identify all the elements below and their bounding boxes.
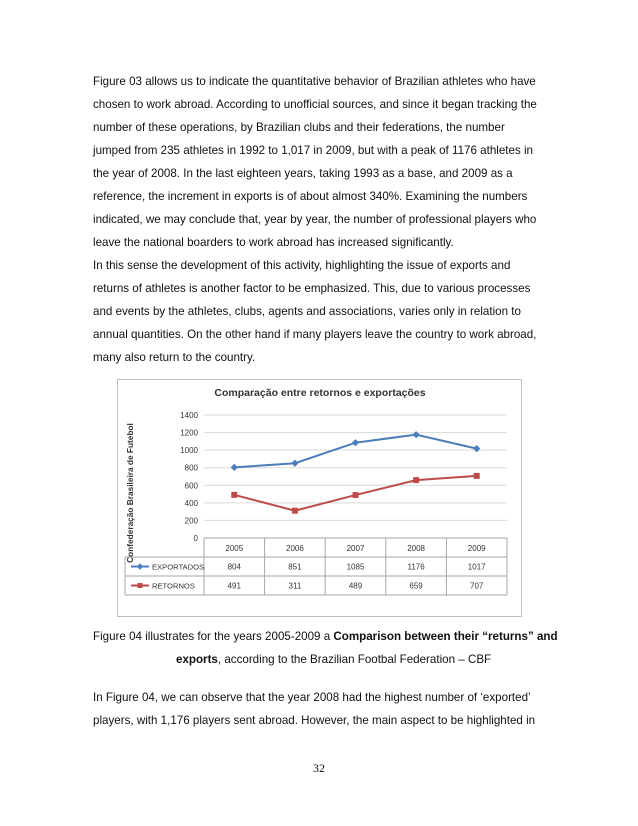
y-tick-label: 200 (184, 516, 198, 526)
data-label: 491 (227, 581, 241, 591)
paragraph-figure-03 (93, 70, 553, 254)
x-tick-label: 2009 (467, 544, 486, 553)
data-label: 489 (348, 581, 363, 591)
data-point (231, 492, 237, 498)
y-tick-label: 1400 (180, 411, 198, 420)
page-number: 32 (313, 761, 325, 775)
x-tick-label: 2006 (286, 544, 304, 553)
legend-marker (138, 583, 143, 588)
y-tick-label: 0 (193, 534, 198, 543)
text-line: chosen to work abroad. According to unofficial sources, and since it began tracking the (93, 98, 537, 111)
text-line: In Figure 04, we can observe that the year 2008 had the highest number of ‘exported’ (93, 691, 531, 704)
y-tick-label: 800 (184, 463, 198, 473)
text-line: and events by the athletes, clubs, agents and associations, varies only in relation to (93, 305, 521, 318)
caption-bold-title: Comparison between their “returns” and (333, 630, 558, 643)
y-tick-label: 600 (184, 481, 198, 491)
text-line: players, with 1,176 players sent abroad. However, the main aspect to be highlighted in (93, 714, 536, 727)
data-label: 851 (288, 562, 302, 572)
text-line: In this sense the development of this activity, highlighting the issue of exports and (93, 259, 511, 272)
x-tick-label: 2007 (346, 544, 365, 553)
text-line: number of these operations, by Brazilian clubs and their federations, the number (93, 121, 505, 134)
data-label: 804 (227, 562, 241, 572)
figure-04-chart (117, 379, 522, 617)
text-line: the year of 2008. In the last eighteen years, taking 1993 as a base, and 2009 as a (93, 167, 513, 180)
caption-text: Figure 04 illustrates for the years 2005-2009 a (93, 630, 334, 643)
text-line: reference, the increment in exports is of about almost 340%. Examining the numbers (93, 190, 528, 203)
caption-text: , according to the Brazilian Footbal Federation – CBF (217, 653, 492, 666)
y-tick-label: 1200 (180, 428, 198, 438)
data-label: 659 (409, 581, 423, 591)
paragraph-figure-04 (93, 686, 553, 732)
text-line: leave the national boarders to work abroad has increased significantly. (93, 236, 454, 249)
x-tick-label: 2005 (225, 544, 244, 553)
legend-label: RETORNOS (152, 581, 195, 591)
data-label: 1176 (407, 562, 425, 572)
text-line: jumped from 235 athletes in 1992 to 1,017 in 2009, but with a peak of 1176 athletes in (93, 144, 534, 157)
data-label: 311 (288, 581, 302, 591)
figure-caption (93, 625, 563, 671)
data-point (292, 508, 298, 514)
y-tick-label: 400 (184, 498, 198, 508)
text-line: many also return to the country. (93, 351, 256, 364)
data-label: 707 (470, 581, 484, 591)
data-point (353, 492, 359, 498)
data-point (413, 477, 419, 483)
legend-label: EXPORTADOS (152, 562, 205, 572)
data-label: 1085 (346, 562, 365, 572)
chart-title: Comparação entre retornos e exportações (214, 387, 426, 399)
y-tick-label: 1000 (180, 446, 198, 456)
text-line: indicated, we may conclude that, year by year, the number of professional players who (93, 213, 537, 226)
chart-y-axis-label: Confederação Brasileira de Futebol (125, 423, 135, 563)
text-line: returns of athletes is another factor to be emphasized. This, due to various processes (93, 282, 531, 295)
text-line: annual quantities. On the other hand if many players leave the country to work abroad, (93, 328, 537, 341)
x-tick-label: 2008 (407, 544, 425, 553)
paragraph-exports-returns (93, 254, 553, 369)
data-label: 1017 (467, 562, 486, 572)
caption-bold-exports: exports (176, 653, 218, 666)
data-point (474, 473, 480, 479)
line-chart (117, 379, 522, 617)
text-line: Figure 03 allows us to indicate the quantitative behavior of Brazilian athletes who have (93, 75, 536, 88)
